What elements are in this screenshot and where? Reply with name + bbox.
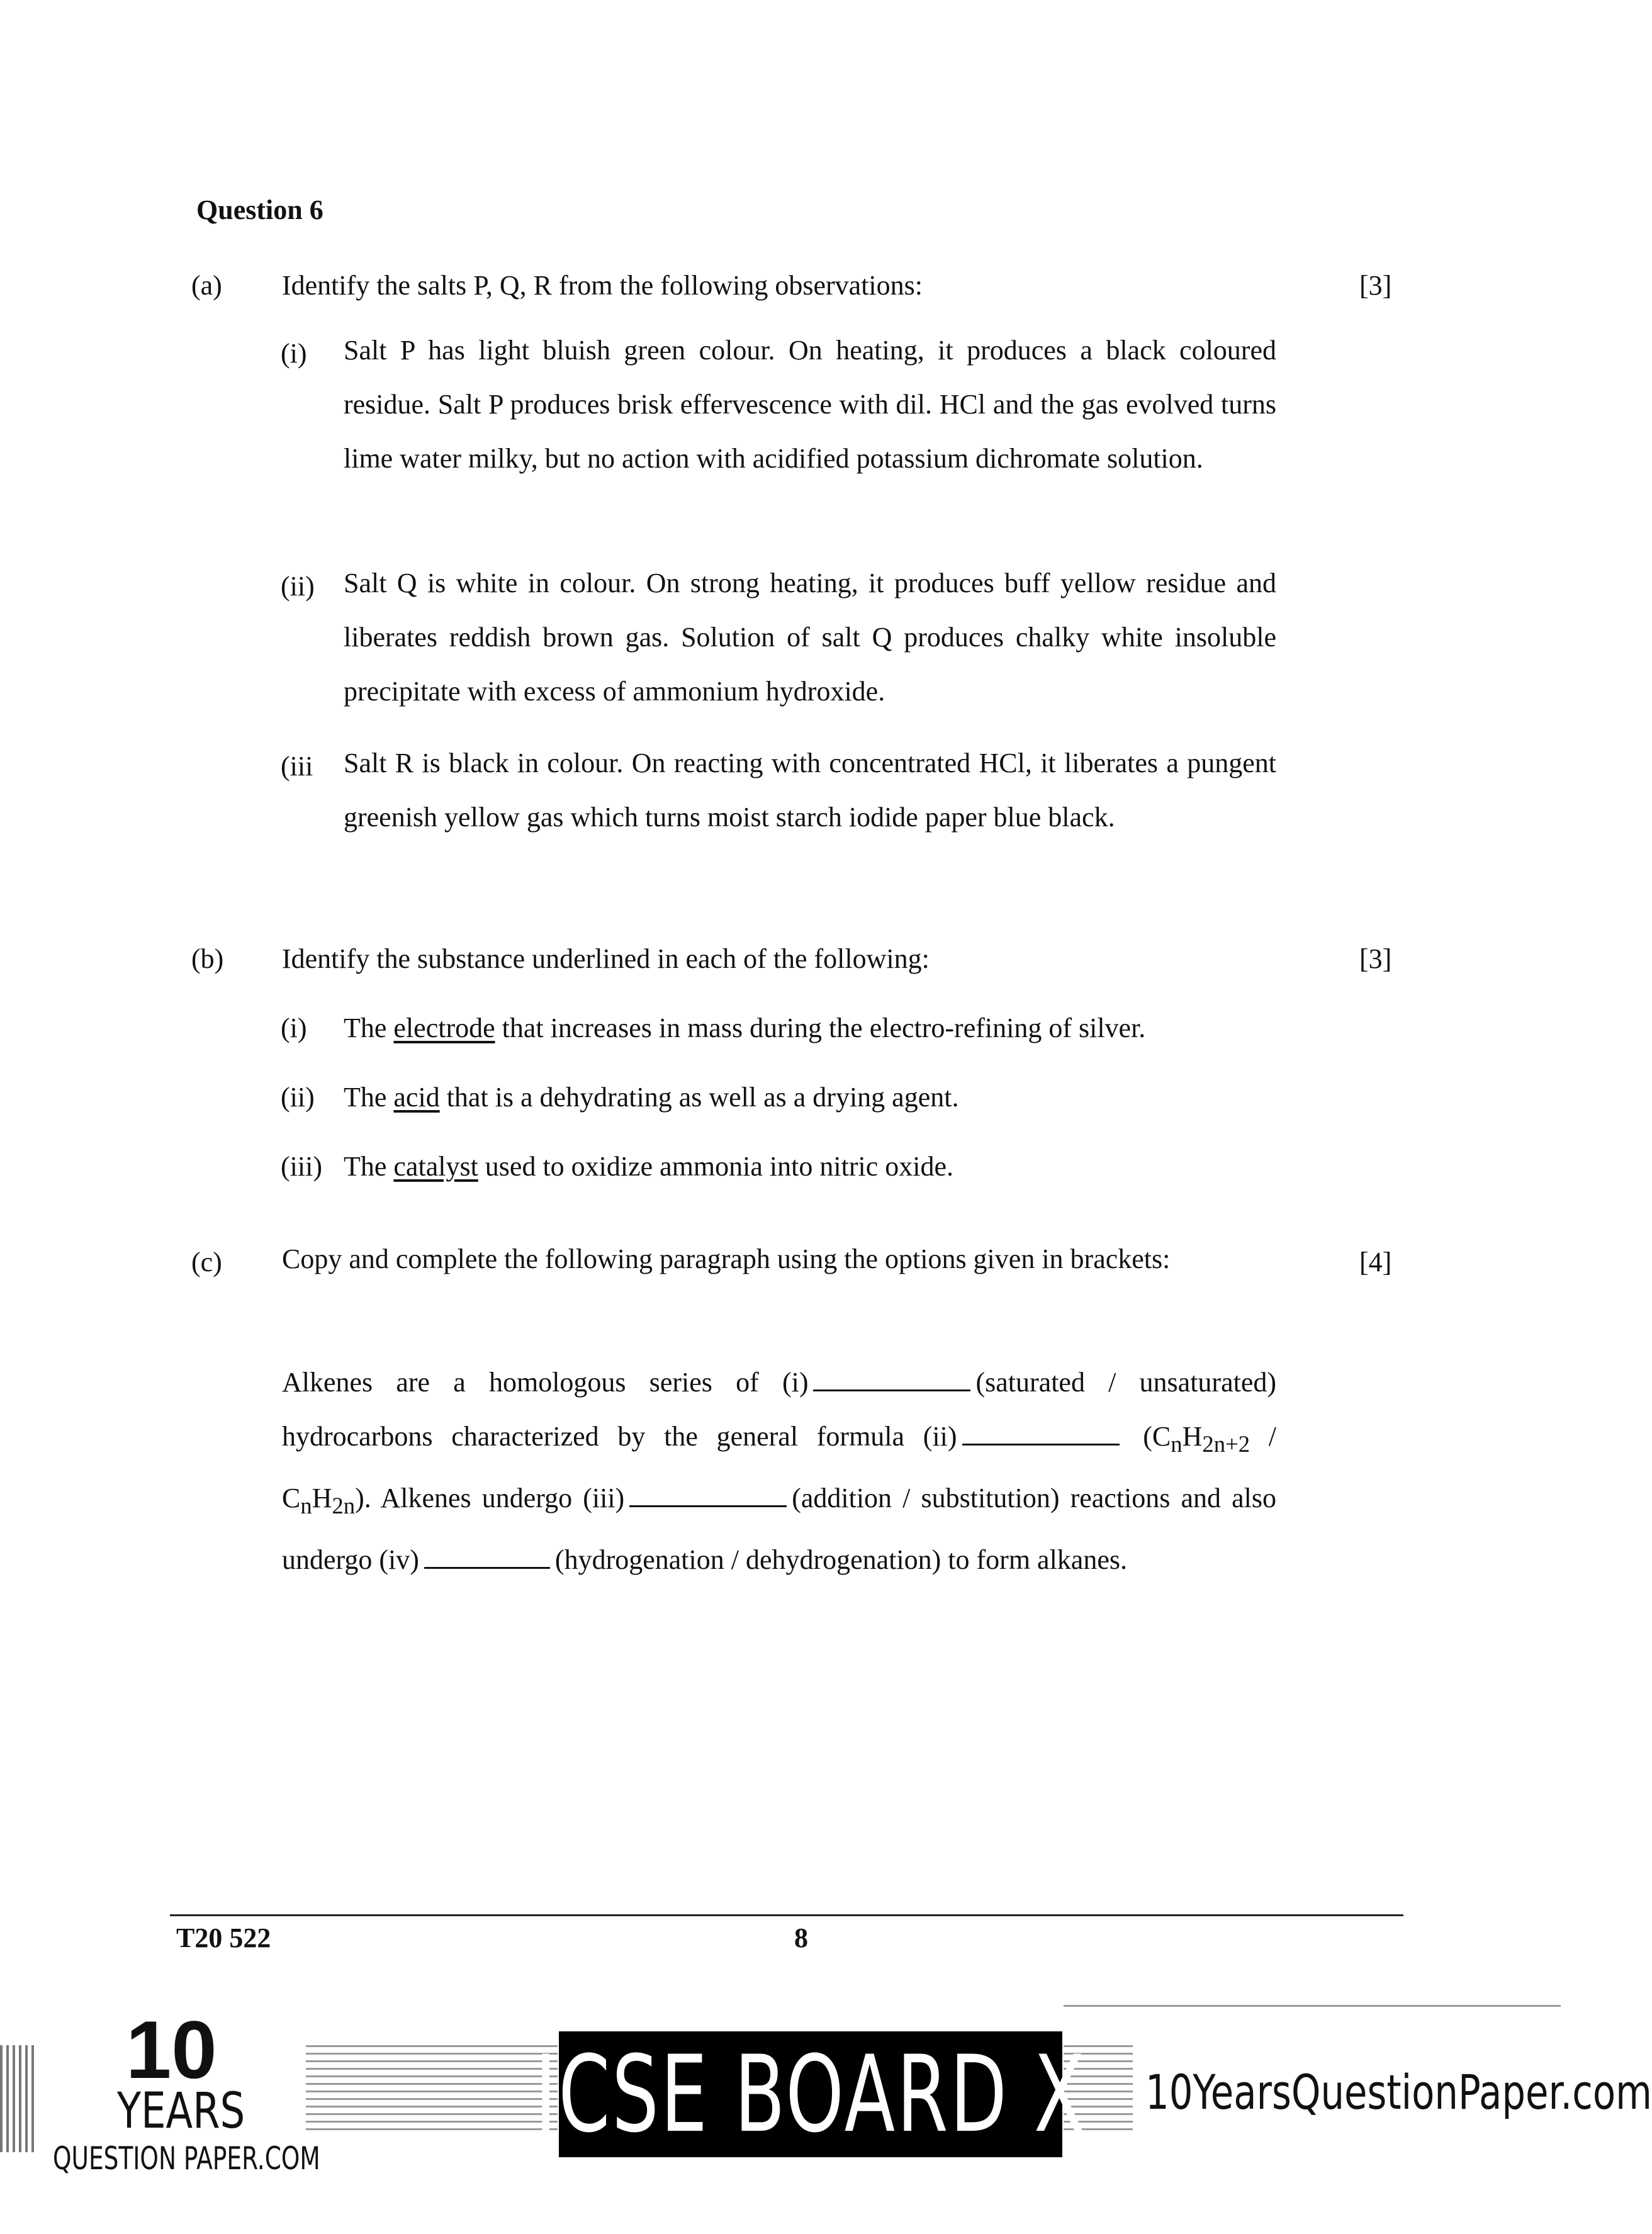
site-url: 10YearsQuestionPaper.com	[1145, 2064, 1652, 2120]
formula-options: $(C_nH_{2n+2} / C_nH_{2n})$.	[282, 1421, 1277, 1518]
logo-number: 10	[126, 2004, 217, 2096]
blank-iii	[629, 1499, 787, 1507]
part-c-paragraph: Alkenes are a homologous series of (i) (saturated / unsaturated) hydrocarbons characterized by the general formula (ii) $(C_nH_{2n+2} / C_nH_{2n})$. Alkenes undergo (iii) (addition / substitution) reactions and also undergo (iv) (hydrogenation / dehydrogenation) to form alkanes.	[282, 1367, 1277, 1575]
part-b-item-2-number: (ii)	[281, 1082, 315, 1113]
part-a-item-3-text: Salt R is black in colour. On reacting with concentrated HCl, it liberates a pungent greenish yellow gas which turns moist starch iodide paper blue black.	[344, 748, 1276, 833]
part-a-item-2-number: (ii)	[281, 571, 315, 602]
part-a-item-1-text: Salt P has light bluish green colour. On heating, it produces a black coloured residue. Salt P produces brisk effervescence with dil. HCl and the gas evolved turns lime water milky, but no action with acidified potassium dichromate solution.	[344, 335, 1276, 474]
decorative-lines-left	[306, 2045, 558, 2146]
part-a-label: (a)	[191, 270, 222, 301]
barcode-stripes	[0, 2045, 38, 2152]
part-c-stem: Copy and complete the following paragraph using the options given in brackets:	[282, 1243, 1171, 1274]
part-a-marks: [3]	[1359, 270, 1392, 301]
question-title: Question 6	[196, 194, 323, 225]
part-a-stem: Identify the salts P, Q, R from the following observations:	[282, 270, 923, 301]
part-b-item-3-text: The catalyst used to oxidize ammonia into nitric oxide.	[344, 1151, 953, 1182]
decorative-top-line	[1064, 2005, 1561, 2018]
part-b-marks: [3]	[1359, 943, 1392, 974]
part-c-marks: [4]	[1359, 1247, 1392, 1277]
part-b-label: (b)	[191, 943, 224, 974]
banner-text: ICSE BOARD X	[534, 2033, 1087, 2156]
part-b-item-1-number: (i)	[281, 1013, 307, 1043]
page-number: 8	[794, 1922, 808, 1953]
logo-years: YEARS	[117, 2083, 245, 2140]
underlined-catalyst: catalyst	[393, 1151, 478, 1182]
part-a-item-1-number: (i)	[281, 338, 307, 369]
paper-code: T20 522	[176, 1922, 271, 1953]
part-b-item-3-number: (iii)	[281, 1151, 322, 1182]
blank-i	[813, 1383, 970, 1391]
part-a-item-3-number: (iii	[281, 751, 313, 782]
blank-ii	[962, 1437, 1120, 1445]
part-b-item-1-text: The electrode that increases in mass during the electro-refining of silver.	[344, 1013, 1146, 1043]
branding-footer	[0, 1995, 1652, 2234]
blank-iv	[424, 1561, 550, 1569]
underlined-electrode: electrode	[393, 1013, 495, 1043]
footer-divider	[170, 1914, 1403, 1916]
part-b-item-2-text: The acid that is a dehydrating as well as a drying agent.	[344, 1082, 959, 1113]
part-a-item-2-text: Salt Q is white in colour. On strong heating, it produces buff yellow residue and liberates reddish brown gas. Solution of salt Q produces chalky white insoluble precipitate with excess of ammonium hydroxide.	[344, 568, 1276, 707]
part-b-stem: Identify the substance underlined in each of the following:	[282, 943, 930, 974]
underlined-acid: acid	[393, 1082, 440, 1113]
icse-banner	[534, 2031, 1087, 2157]
logo-subtitle: QUESTION PAPER.COM	[53, 2140, 320, 2177]
part-c-label: (c)	[191, 1247, 222, 1277]
